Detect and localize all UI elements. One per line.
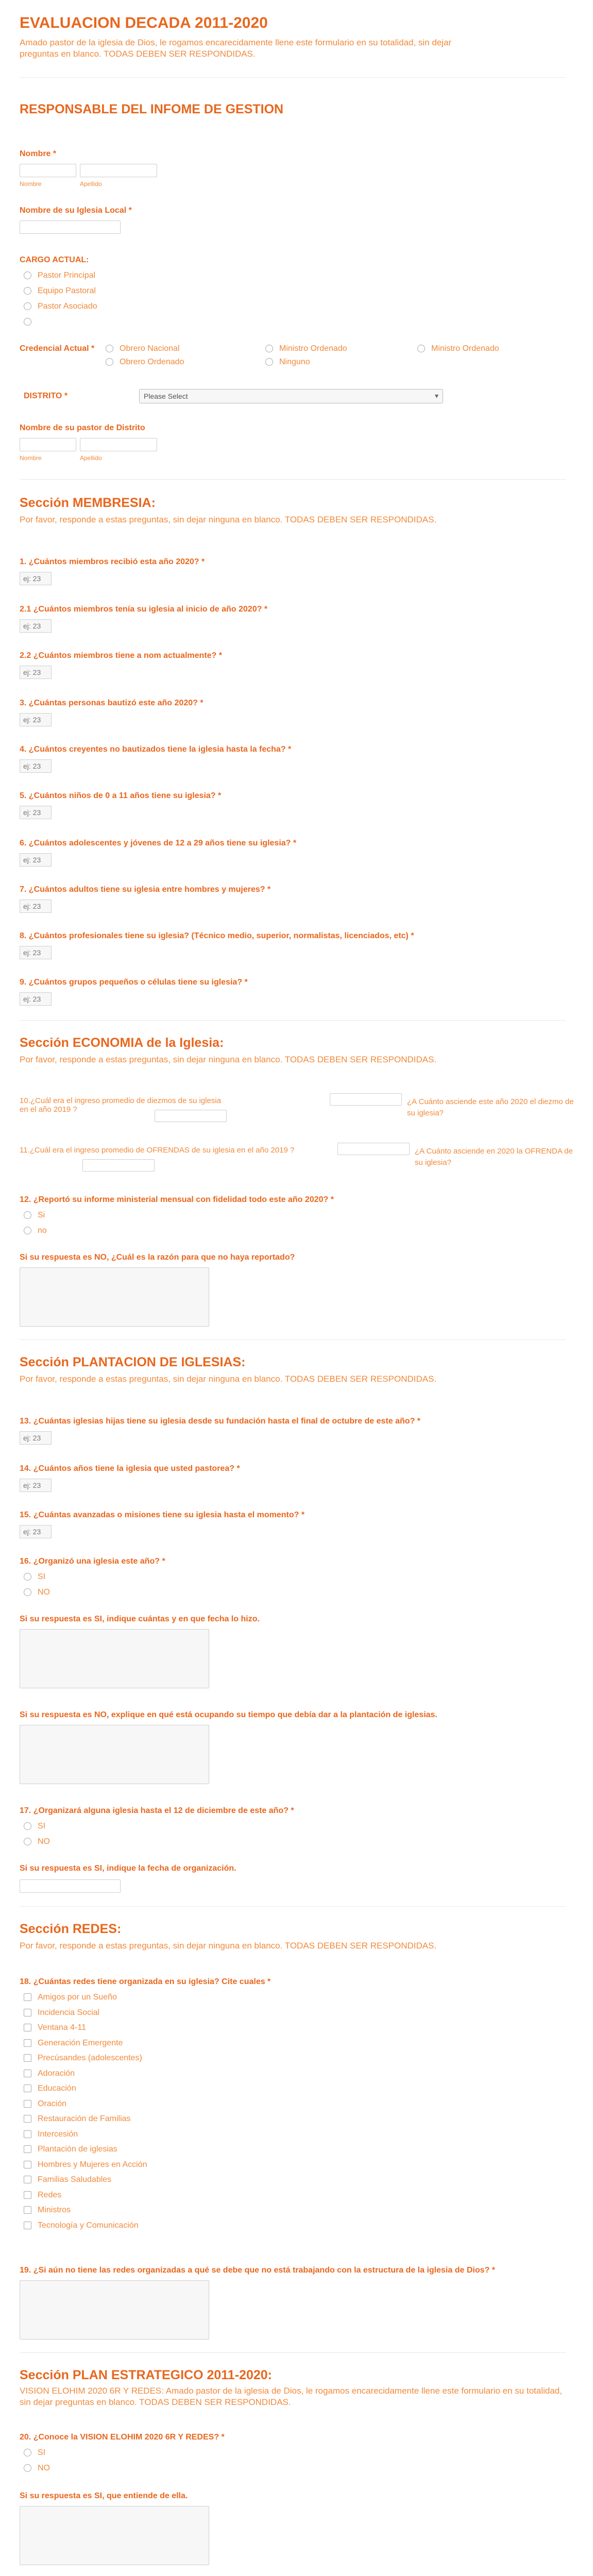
radio-icon[interactable] [265,358,273,366]
radio-icon[interactable] [24,318,31,326]
radio-icon[interactable] [417,345,425,352]
answer-4-input[interactable]: ej: 23 [20,759,52,773]
q17-option-si[interactable]: SI [24,1822,45,1831]
radio-icon[interactable] [24,1588,31,1596]
radio-icon[interactable] [24,302,31,310]
question-19: 19. ¿Si aún no tiene las redes organizadas a qué se debe que no está trabajando con la estructura de la iglesia de Dios? * [20,2266,495,2275]
question-10-a: 10.¿Cuál era el ingreso promedio de diezmos de su iglesia en el año 2019 ? [20,1096,222,1114]
question-11-b: ¿A Cuánto asciende en 2020 la OFRENDA de su iglesia? [415,1147,573,1167]
question-6: 6. ¿Cuántos adolescentes y jóvenes de 12 a 29 años tiene su iglesia? * [20,839,297,848]
radio-icon[interactable] [106,345,113,352]
iglesia-label: Nombre de su Iglesia Local * [20,206,132,215]
question-1: 1. ¿Cuántos miembros recibió esta año 2020? * [20,557,205,566]
question-2-1: 2.1 ¿Cuántos miembros tenía su iglesia al inicio de año 2020? * [20,605,268,614]
question-12-follow: Si su respuesta es NO, ¿Cuál es la razón para que no haya reportado? [20,1253,295,1262]
redes-option[interactable] [24,2084,147,2099]
cargo-option-other[interactable] [24,317,38,327]
radio-icon[interactable] [24,1227,31,1234]
checkbox-icon[interactable] [24,2070,31,2077]
redes-option-label: Redes [38,2190,62,2199]
answer-20-follow-textarea[interactable] [20,2506,209,2565]
redes-option[interactable] [24,2054,147,2069]
section-intro-plantacion: Por favor, responde a estas preguntas, sin dejar ninguna en blanco. TODAS DEBEN SER RESPONDIDAS. [20,1374,437,1384]
answer-9-input[interactable]: ej: 23 [20,992,52,1006]
credencial-option-ministro-ordenado-1[interactable]: Ministro Ordenado [265,344,347,353]
answer-2-1-input[interactable]: ej: 23 [20,619,52,633]
question-7: 7. ¿Cuántos adultos tiene su iglesia entre hombres y mujeres? * [20,885,271,894]
section-intro-membresia: Por favor, responde a estas preguntas, sin dejar ninguna en blanco. TODAS DEBEN SER RESPONDIDAS. [20,515,437,524]
divider [20,479,566,480]
redes-option-label: Amigos por un Sueño [38,1993,117,2002]
checkbox-icon[interactable] [24,2009,31,2016]
credencial-option-ninguno[interactable]: Ninguno [265,358,310,367]
question-16-follow-si: Si su respuesta es SI, indique cuántas y en que fecha lo hizo. [20,1615,260,1623]
redes-option[interactable] [24,2206,147,2221]
redes-option[interactable] [24,2099,147,2115]
redes-option-label: Tecnología y Comunicación [38,2221,139,2230]
redes-option[interactable] [24,2160,147,2176]
redes-option-label: Precúsandes (adolescentes) [38,2054,142,2062]
question-5: 5. ¿Cuántos niños de 0 a 11 años tiene su iglesia? * [20,791,222,800]
radio-icon[interactable] [24,2464,31,2472]
answer-10-a-input[interactable] [330,1093,402,1106]
answer-17-follow-input[interactable] [20,1879,121,1893]
redes-option[interactable] [24,2039,147,2054]
redes-option-label: Adoración [38,2069,75,2078]
question-17: 17. ¿Organizará alguna iglesia hasta el 12 de diciembre de este año? * [20,1806,294,1815]
question-16: 16. ¿Organizó una iglesia este año? * [20,1557,165,1566]
section-heading-membresia: Sección MEMBRESIA: [20,496,156,510]
checkbox-icon[interactable] [24,2039,31,2047]
nombre-label: Nombre * [20,149,57,158]
redes-option[interactable] [24,2175,147,2191]
redes-option[interactable] [24,2130,147,2145]
question-2-2: 2.2 ¿Cuántos miembros tiene a nom actualmente? * [20,651,222,660]
redes-option-label: Oración [38,2099,67,2108]
distrito-last-name-sublabel: Apellido [80,454,102,462]
redes-option-label: Restauración de Familias [38,2114,131,2123]
distrito-first-name-input[interactable] [20,438,76,451]
q12-option-si[interactable]: Si [24,1211,45,1220]
answer-12-follow-textarea[interactable] [20,1267,209,1327]
question-15: 15. ¿Cuántas avanzadas o misiones tiene su iglesia hasta el momento? * [20,1511,305,1519]
question-20: 20. ¿Conoce la VISION ELOHIM 2020 6R Y REDES? * [20,2433,225,2442]
redes-option[interactable] [24,2023,147,2039]
credencial-option-ministro-ordenado-2[interactable]: Ministro Ordenado [417,344,499,353]
radio-icon[interactable] [24,1838,31,1845]
divider [20,1906,566,1907]
redes-option[interactable] [24,2191,147,2206]
q17-option-no[interactable]: NO [24,1837,50,1846]
question-13: 13. ¿Cuántas iglesias hijas tiene su iglesia desde su fundación hasta el final de octubre de este año? * [20,1417,421,1426]
first-name-input[interactable] [20,164,76,177]
answer-5-input[interactable]: ej: 23 [20,806,52,819]
radio-icon[interactable] [24,1822,31,1830]
question-20-follow: Si su respuesta es SI, que entiende de ella. [20,2492,188,2500]
redes-option-label: Intercesión [38,2129,78,2139]
question-16-follow-no: Si su respuesta es NO, explique en qué está ocupando su tiempo que debía dar a la plantación de iglesias. [20,1710,437,1719]
checkbox-icon[interactable] [24,2100,31,2108]
section-heading-plantacion: Sección PLANTACION DE IGLESIAS: [20,1355,246,1369]
question-3: 3. ¿Cuántas personas bautizó este año 2020? * [20,699,204,707]
checkbox-icon[interactable] [24,2191,31,2199]
answer-11-a-input[interactable] [337,1143,410,1155]
section-heading-responsable: RESPONSABLE DEL INFOME DE GESTION [20,102,284,116]
credencial-option-obrero-ordenado[interactable]: Obrero Ordenado [106,358,184,367]
answer-16-follow-si-textarea[interactable] [20,1629,209,1688]
section-heading-plan: Sección PLAN ESTRATEGICO 2011-2020: [20,2368,272,2382]
answer-11-b-input[interactable] [82,1159,155,1172]
first-name-sublabel: Nombre [20,180,42,188]
cargo-option-pastor-principal[interactable]: Pastor Principal [24,271,95,280]
answer-19-textarea[interactable] [20,2280,209,2340]
redes-option[interactable] [24,2221,147,2236]
answer-15-input[interactable]: ej: 23 [20,1525,52,1538]
form-title: EVALUACION DECADA 2011-2020 [20,14,268,31]
answer-13-input[interactable]: ej: 23 [20,1431,52,1445]
divider [20,1020,566,1021]
question-17-follow: Si su respuesta es SI, indique la fecha de organización. [20,1864,236,1873]
answer-10-b-input[interactable] [155,1110,227,1122]
answer-1-input[interactable]: ej: 23 [20,572,52,585]
radio-icon[interactable] [24,1211,31,1219]
question-11-a: 11.¿Cuál era el ingreso promedio de OFRENDAS de su iglesia en el año 2019 ? [20,1146,295,1155]
answer-14-input[interactable]: ej: 23 [20,1479,52,1492]
checkbox-icon[interactable] [24,2130,31,2138]
question-14: 14. ¿Cuántos años tiene la iglesia que usted pastorea? * [20,1464,240,1473]
redes-option[interactable] [24,2145,147,2160]
question-12: 12. ¿Reportó su informe ministerial mensual con fidelidad todo este año 2020? * [20,1195,334,1204]
q20-option-no[interactable]: NO [24,2464,50,2473]
redes-option[interactable] [24,2069,147,2084]
checkbox-icon[interactable] [24,2115,31,2123]
distrito-last-name-input[interactable] [80,438,157,451]
redes-option-label: Incidencia Social [38,2008,100,2017]
question-4: 4. ¿Cuántos creyentes no bautizados tiene la iglesia hasta la fecha? * [20,745,292,754]
answer-16-follow-no-textarea[interactable] [20,1725,209,1784]
question-18: 18. ¿Cuántas redes tiene organizada en su iglesia? Cite cuales * [20,1977,271,1986]
iglesia-input[interactable] [20,221,121,234]
q12-option-no[interactable]: no [24,1226,47,1235]
redes-option-label: Plantación de iglesias [38,2145,117,2154]
divider [20,77,566,78]
radio-icon[interactable] [24,287,31,295]
cargo-option-equipo-pastoral[interactable]: Equipo Pastoral [24,286,96,296]
redes-option-label: Hombres y Mujeres en Acción [38,2160,147,2169]
last-name-input[interactable] [80,164,157,177]
checkbox-icon[interactable] [24,2084,31,2092]
distrito-label: DISTRITO * [24,392,68,400]
last-name-sublabel: Apellido [80,180,102,188]
radio-icon[interactable] [24,272,31,279]
answer-7-input[interactable]: ej: 23 [20,900,52,913]
distrito-select[interactable]: Please Select ▾ [139,389,443,403]
question-9: 9. ¿Cuántos grupos pequeños o células tiene su iglesia? * [20,978,248,987]
redes-option-label: Familias Saludables [38,2175,112,2184]
section-heading-economia: Sección ECONOMIA de la Iglesia: [20,1036,224,1050]
answer-2-2-input[interactable]: ej: 23 [20,666,52,679]
redes-option-label: Ventana 4-11 [38,2023,87,2032]
answer-8-input[interactable]: ej: 23 [20,946,52,959]
divider [20,2352,566,2353]
redes-option-label: Generación Emergente [38,2038,123,2047]
checkbox-icon[interactable] [24,2054,31,2062]
radio-icon[interactable] [265,345,273,352]
radio-icon[interactable] [106,358,113,366]
q20-option-si[interactable]: SI [24,2448,45,2458]
form-intro: Amado pastor de la iglesia de Dios, le rogamos encarecidamente llene este formulario en su totalidad, sin dejar preguntas en blanco. TODAS DEBEN SER RESPONDIDAS. [20,38,452,59]
checkbox-icon[interactable] [24,2161,31,2168]
cargo-option-pastor-asociado[interactable]: Pastor Asociado [24,302,97,311]
redes-option-label: Ministros [38,2206,71,2214]
q16-option-si[interactable]: SI [24,1572,45,1582]
question-8: 8. ¿Cuántos profesionales tiene su iglesia? (Técnico medio, superior, normalistas, licenciados, etc) * [20,931,414,940]
checkbox-icon[interactable] [24,2024,31,2031]
redes-option[interactable] [24,1993,147,2008]
q16-option-no[interactable]: NO [24,1588,50,1597]
section-intro-economia: Por favor, responde a estas preguntas, sin dejar ninguna en blanco. TODAS DEBEN SER RESPONDIDAS. [20,1055,437,1064]
redes-checkbox-list [24,1993,147,2236]
cargo-label: CARGO ACTUAL: [20,256,89,264]
section-intro-redes: Por favor, responde a estas preguntas, sin dejar ninguna en blanco. TODAS DEBEN SER RESPONDIDAS. [20,1941,437,1951]
checkbox-icon[interactable] [24,2222,31,2229]
section-heading-redes: Sección REDES: [20,1922,122,1936]
credencial-label: Credencial Actual * [20,344,95,353]
radio-icon[interactable] [24,2449,31,2456]
section-intro-plan: VISION ELOHIM 2020 6R Y REDES: Amado pastor de la iglesia de Dios, le rogamos encarecidamente llene este formulario en su totalidad, sin dejar preguntas en blanco. TODAS DEBEN SER RESPONDIDAS. [20,2386,562,2407]
radio-icon[interactable] [24,1573,31,1581]
redes-option[interactable] [24,2008,147,2024]
redes-option-label: Educación [38,2084,76,2093]
checkbox-icon[interactable] [24,1993,31,2001]
checkbox-icon[interactable] [24,2206,31,2214]
distrito-nombre-label: Nombre de su pastor de Distrito [20,423,145,432]
distrito-first-name-sublabel: Nombre [20,454,42,462]
redes-option[interactable] [24,2114,147,2130]
credencial-option-obrero-nacional[interactable]: Obrero Nacional [106,344,180,353]
answer-3-input[interactable]: ej: 23 [20,713,52,726]
question-10-b: ¿A Cuánto asciende este año 2020 el diezmo de su iglesia? [407,1097,574,1117]
answer-6-input[interactable]: ej: 23 [20,853,52,867]
checkbox-icon[interactable] [24,2176,31,2183]
checkbox-icon[interactable] [24,2145,31,2153]
